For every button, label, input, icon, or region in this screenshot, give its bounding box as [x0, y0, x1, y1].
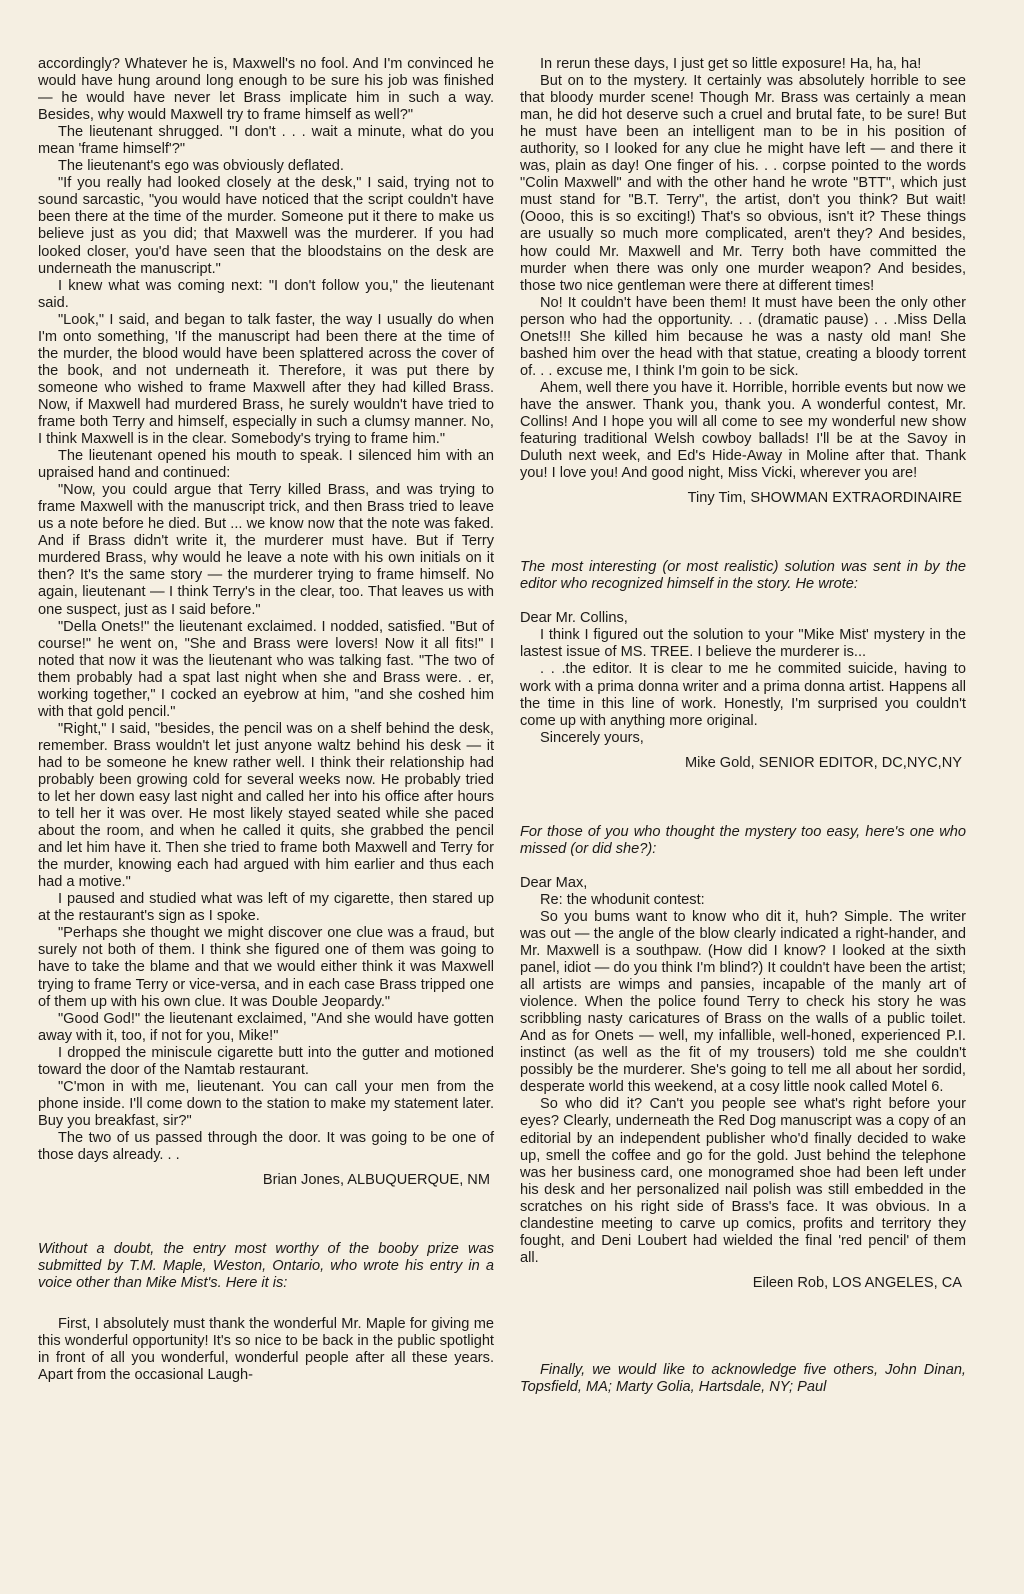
story-paragraph: The two of us passed through the door. It was going to be one of those days already. . .: [38, 1129, 494, 1163]
story-paragraph: "C'mon in with me, lieutenant. You can call your men from the phone inside. I'll come down to the station to make my statement later. Buy you breakfast, sir?": [38, 1078, 494, 1129]
story-paragraph: The lieutenant's ego was obviously deflated.: [58, 158, 344, 175]
story-paragraph: accordingly? Whatever he is, Maxwell's no fool. And I'm convinced he would have hung around long enough to be sure his job was finished — he would have never let Brass implicate him in such a way. Besides, why would Maxwell try to frame himself as well?": [38, 56, 494, 124]
story-paragraph: The lieutenant opened his mouth to speak. I silenced him with an upraised hand and continued:: [38, 448, 494, 482]
story-paragraph: "Right," I said, "besides, the pencil was on a shelf behind the desk, remember. Brass wouldn't let just anyone waltz behind his desk — it had to be someone he knew rather well. I think their relationship had probably been growing cold for several weeks now. He probably tried to let her down easy last night and called her into his office after hours to tell her it was over. He most likely stayed seated while she paced about the room, and when he called it quits, she grabbed the pencil and let him have it. Then she tried to frame both Maxwell and Terry for the murder, knowing each had argued with him earlier and thus each had a motive.": [38, 720, 494, 891]
letter-signature: Mike Gold, SENIOR EDITOR, DC,NYC,NY: [684, 754, 962, 771]
left-column: [38, 56, 494, 1384]
story-paragraph: I dropped the miniscule cigarette butt into the gutter and motioned toward the door of the Namtab restaurant.: [38, 1044, 494, 1078]
letter-paragraph: First, I absolutely must thank the wonderful Mr. Maple for giving me this wonderful opportunity! It's so nice to be back in the public spotlight in front of all you wonderful, wonderful people after all these years. Apart from the occasional Laugh-: [38, 1316, 494, 1384]
letter-signature: Eileen Rob, LOS ANGELES, CA: [752, 1274, 962, 1291]
letter-paragraph: I think I figured out the solution to your "Mike Mist' mystery in the lastest issue of MS. TREE. I believe the murderer is...: [520, 627, 966, 661]
letter-paragraph: So who did it? Can't you people see what's right before your eyes? Clearly, underneath the Red Dog manuscript was a copy of an editorial by an independent publisher who'd finally decided to wake up, smell the coffee and go for the gold. Just behind the telephone was her business card, one monogramed shoe had been left under his desk and her personalized nail polish was still embedded in the scratches on his right side of Brass's face. It was obvious. In a clandestine meeting to carve up comics, profits and territory they fought, and Deni Loubert had wielded the final 'red pencil' of them all.: [520, 1096, 966, 1266]
editor-intro: Finally, we would like to acknowledge five others, John Dinan, Topsfield, MA; Marty Golia, Hartsdale, NY; Paul: [520, 1361, 966, 1395]
letter-salutation: Dear Max,: [520, 874, 588, 891]
editor-intro: Without a doubt, the entry most worthy of the booby prize was submitted by T.M. Maple, Weston, Ontario, who wrote his entry in a voice other than Mike Mist's. Here it is:: [38, 1241, 494, 1292]
story-paragraph: "Good God!" the lieutenant exclaimed, "And she would have gotten away with it, too, if not for you, Mike!": [38, 1010, 494, 1044]
letter-signature: Brian Jones, ALBUQUERQUE, NM: [262, 1172, 490, 1189]
story-paragraph: "Perhaps she thought we might discover one clue was a fraud, but surely not both of them. I think she figured one of them was going to have to take the blame and that we would either think it was Maxwell trying to frame Terry or vice-versa, and in each case Brass tripped one of them up with his own clue. It was Double Jeopardy.": [38, 925, 494, 1010]
story-paragraph: I paused and studied what was left of my cigarette, then stared up at the restaurant's sign as I spoke.: [38, 891, 494, 925]
letter-paragraph: So you bums want to know who dit it, huh? Simple. The writer was out — the angle of the blow clearly indicated a right-hander, and Mr. Maxwell is a southpaw. (How did I know? I looked at the sixth panel, idiot — do you think I'm blind?) It couldn't have been the artist; all artists are wimps and pansies, incapable of the manly art of violence. When the police found Terry to check his story he was scribbling nasty caricatures of Brass on the walls of a public toilet. And as for Onets — well, my infallible, well-honed, experienced P.I. instinct (as well as the fit of my trousers) told me she couldn't possibly be the murderer. She's going to tell me all about her sordid, desperate world this weekend, at a cosy little nook called Motel 6.: [520, 908, 966, 1096]
story-paragraph: The lieutenant shrugged. "I don't . . . wait a minute, what do you mean 'frame himself'?": [38, 124, 494, 158]
letter-paragraph: In rerun these days, I just get so little exposure! Ha, ha, ha!: [540, 56, 922, 72]
story-paragraph: "If you really had looked closely at the desk," I said, trying not to sound sarcastic, "you would have noticed that the script couldn't have been there at the time of the murder. Someone put it there to make us believe just as you did; that Maxwell was the murderer. If you had looked closer, you'd have seen that the bloodstains on the desk are underneath the manuscript.": [38, 175, 494, 277]
letter-closing: Sincerely yours,: [540, 729, 644, 746]
editor-intro: The most interesting (or most realistic) solution was sent in by the editor who recognized himself in the story. He wrote:: [520, 559, 966, 593]
letter-signature: Tiny Tim, SHOWMAN EXTRAORDINAIRE: [687, 490, 962, 507]
letter-paragraph: But on to the mystery. It certainly was absolutely horrible to see that bloody murder scene! Though Mr. Brass was certainly a mean man, he did hot deserve such a cruel and brutal fate, to be sure! But he must have been an intelligent man to be in his position of authority, so I looked for any clue he might have left — and there it was, plain as day! One finger of his. . . corpse pointed to the words "Colin Maxwell" and with the other hand he wrote "BTT", which just must stand for "B.T. Terry", the artist, don't you think? But wait! (Oooo, this is so exciting!) That's so obvious, isn't it? These things are usually so much more complicated, aren't they? And besides, how could Mr. Maxwell and Mr. Terry both have committed the murder when there was only one murder weapon? And besides, those two nice gentleman were there at different times!: [520, 73, 966, 294]
letter-paragraph: No! It couldn't have been them! It must have been the only other person who had the opportunity. . . (dramatic pause) . . .Miss Della Onets!!! She killed him because he was a nasty old man! She bashed him over the head with that statue, creating a bloody torrent of. . . excuse me, I think I'm goin to be sick.: [520, 294, 966, 379]
right-column: [520, 56, 966, 1396]
letter-paragraph: Ahem, well there you have it. Horrible, horrible events but now we have the answer. Thank you, thank you. A wonderful contest, Mr. Collins! And I hope you will all come to see my wonderful new show featuring traditional Welsh cowboy ballads! I'll be at the Savoy in Duluth next week, and Ed's Hide-Away in Moline after that. Thank you! I love you! And good night, Miss Vicki, wherever you are!: [520, 379, 966, 482]
story-paragraph: "Now, you could argue that Terry killed Brass, and was trying to frame Maxwell with the manuscript trick, and then Brass tried to leave us a note before he died. But ... we know now that the note was faked. And if Brass didn't write it, the murderer must have. But if Terry murdered Brass, why would he leave a note with his own initials on it then? It's the same story — the murderer trying to frame himself. No again, lieutenant — I think Terry's in the clear, too. That leaves us with one suspect, just as I said before.": [38, 482, 494, 618]
story-paragraph: I knew what was coming next: "I don't follow you," the lieutenant said.: [38, 277, 494, 311]
letter-re-line: Re: the whodunit contest:: [540, 891, 705, 908]
story-paragraph: "Della Onets!" the lieutenant exclaimed. I nodded, satisfied. "But of course!" he went on, "She and Brass were lovers! Now it all fits!" I noted that now it was the lieutenant who was talking fast. "The two of them probably had a spat last night when she and Brass were. . er, working together," I cocked an eyebrow at him, "and she coshed him with that gold pencil.": [38, 618, 494, 720]
letter-salutation: Dear Mr. Collins,: [520, 610, 628, 627]
story-paragraph: "Look," I said, and began to talk faster, the way I usually do when I'm onto something, 'If the manuscript had been there at the time of the murder, the blood would have been splattered across the cover of the book, and not underneath it. Therefore, it was put there by someone who wished to frame Maxwell after they had killed Brass. Now, if Maxwell had murdered Brass, he surely wouldn't have tried to frame both Terry and himself, especially in such a clumsy manner. No, I think Maxwell is in the clear. Somebody's trying to frame him.": [38, 311, 494, 448]
letter-paragraph: . . .the editor. It is clear to me he commited suicide, having to work with a prima donna writer and a prima donna artist. Happens all the time in this line of work. Honestly, I'm surprised you couldn't come up with anything more original.: [520, 661, 966, 729]
editor-intro: For those of you who thought the mystery too easy, here's one who missed (or did she?):: [520, 823, 966, 857]
